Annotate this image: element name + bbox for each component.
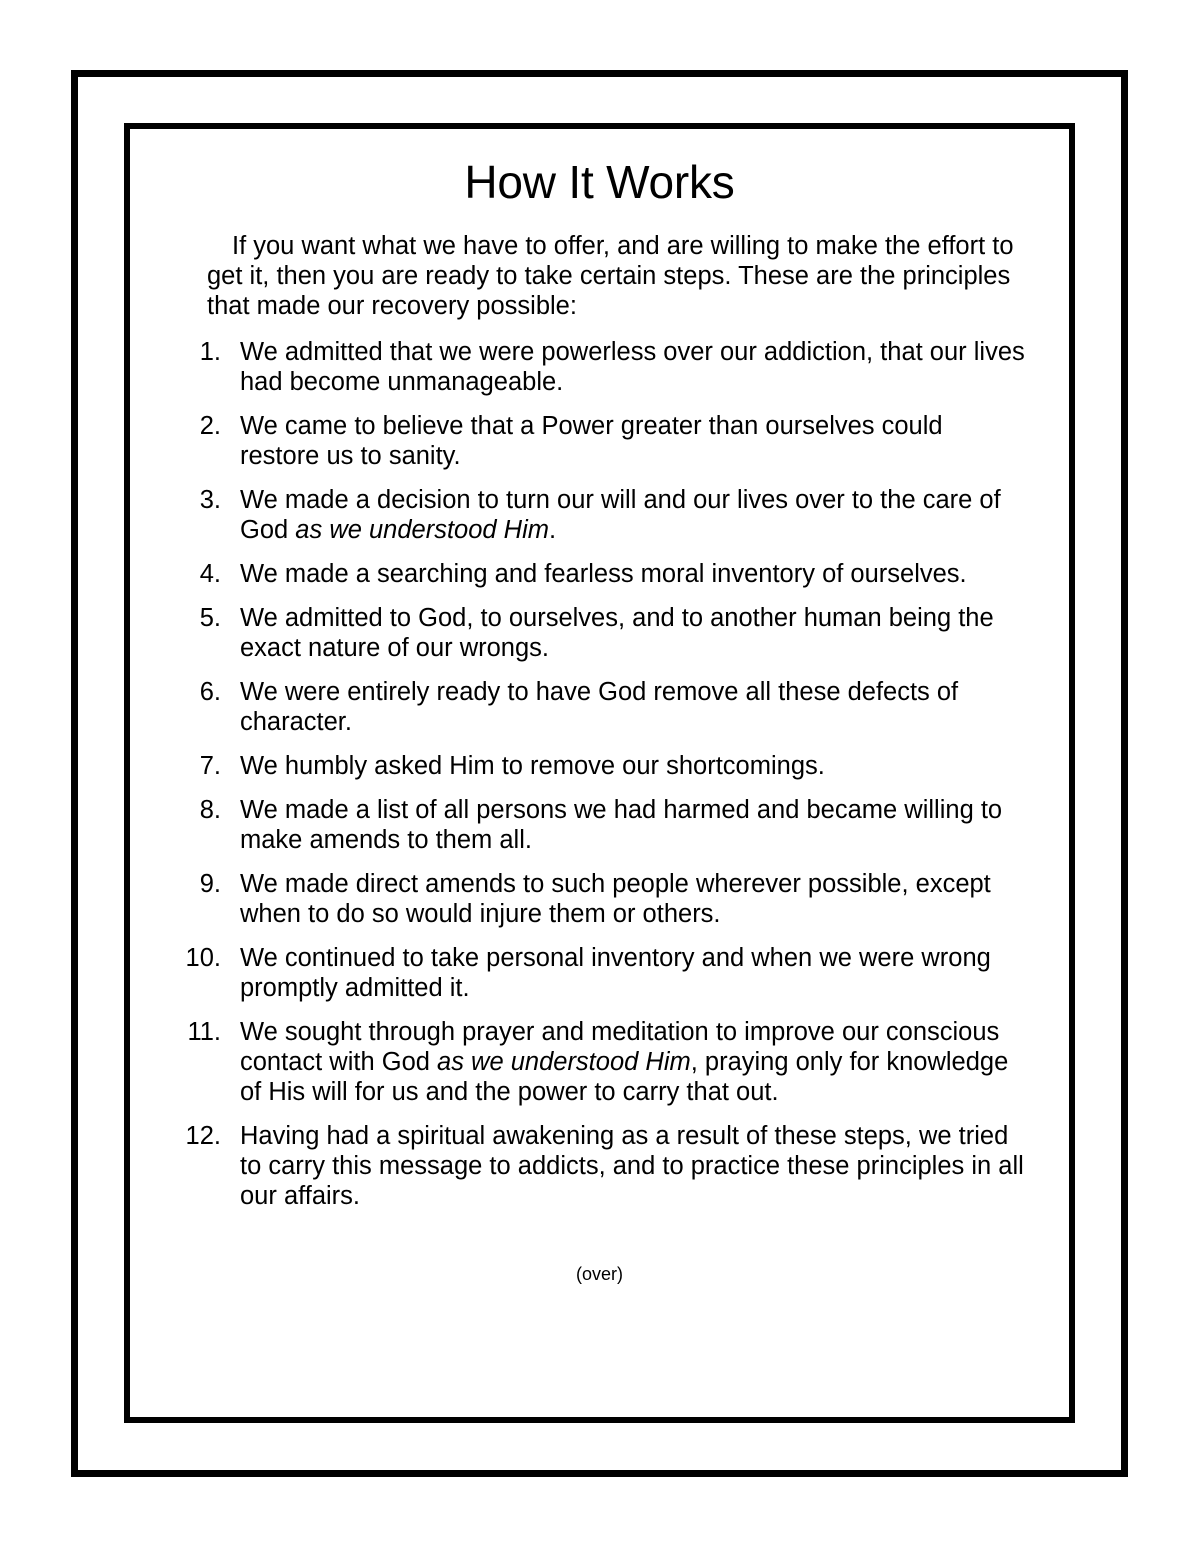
- step-item: [168, 943, 1031, 1003]
- outer-border-frame: [71, 70, 1128, 1477]
- step-text-pre: We continued to take personal inventory and when we were wrong promptly admitted it.: [240, 943, 991, 1002]
- step-item: [168, 677, 1031, 737]
- step-text: [240, 559, 1031, 589]
- step-text-pre: Having had a spiritual awakening as a result of these steps, we tried to carry this message to addicts, and to practice these principles in all our affairs.: [240, 1121, 1024, 1210]
- step-number: 9.: [199, 869, 221, 898]
- step-item: [168, 411, 1031, 471]
- step-item: [168, 485, 1031, 545]
- step-text: [240, 485, 1031, 545]
- step-text-emphasis: as we understood Him: [295, 515, 550, 544]
- step-item: [168, 795, 1031, 855]
- step-text: [240, 751, 1031, 781]
- step-item: [168, 869, 1031, 929]
- step-text: [240, 603, 1031, 663]
- step-item: [168, 559, 1031, 589]
- inner-border-frame: [124, 123, 1075, 1423]
- step-text-pre: We admitted that we were powerless over our addiction, that our lives had become unmanageable.: [240, 337, 1025, 396]
- document-content: [130, 129, 1069, 1417]
- step-text-emphasis: as we understood Him: [437, 1047, 691, 1076]
- step-text: [240, 869, 1031, 929]
- step-item: [168, 603, 1031, 663]
- step-item: [168, 751, 1031, 781]
- step-number: 5.: [199, 603, 221, 632]
- step-text-pre: We made direct amends to such people wherever possible, except when to do so would injure them or others.: [240, 869, 991, 928]
- step-text: [240, 337, 1031, 397]
- step-number: 12.: [185, 1121, 221, 1150]
- page-title: How It Works: [464, 156, 735, 208]
- steps-list: [168, 337, 1031, 1211]
- step-text: [240, 1017, 1031, 1107]
- step-number: 7.: [199, 751, 221, 780]
- step-number: 3.: [199, 485, 221, 514]
- step-number: 11.: [187, 1017, 221, 1046]
- intro-paragraph: If you want what we have to offer, and are willing to make the effort to get it, then you are ready to take certain steps. These are the principles that made our recovery possible:: [207, 231, 1014, 320]
- step-number: 4.: [199, 559, 221, 588]
- step-text-pre: We came to believe that a Power greater than ourselves could restore us to sanity.: [240, 411, 943, 470]
- step-number: 10.: [185, 943, 221, 972]
- over-footer-note: (over): [575, 1263, 623, 1284]
- step-text: [240, 1121, 1031, 1211]
- step-text-pre: We admitted to God, to ourselves, and to another human being the exact nature of our wrongs.: [240, 603, 994, 662]
- step-text-pre: We were entirely ready to have God remove all these defects of character.: [240, 677, 959, 736]
- step-number: 2.: [199, 411, 221, 440]
- step-text-pre: We humbly asked Him to remove our shortcomings.: [240, 751, 825, 780]
- step-text: [240, 411, 1031, 471]
- step-number: 1.: [199, 337, 221, 366]
- step-text: [240, 795, 1031, 855]
- step-text-post: , praying only for knowledge of His will for us and the power to carry that out.: [240, 1047, 1009, 1106]
- step-text-pre: We made a decision to turn our will and our lives over to the care of God: [240, 485, 1001, 544]
- step-text: [240, 943, 1031, 1003]
- step-item: [168, 1121, 1031, 1211]
- step-number: 6.: [199, 677, 221, 706]
- step-number: 8.: [199, 795, 221, 824]
- step-text: [240, 677, 1031, 737]
- step-text-post: .: [549, 515, 557, 544]
- step-text-pre: We made a searching and fearless moral inventory of ourselves.: [240, 559, 967, 588]
- step-text-pre: We made a list of all persons we had harmed and became willing to make amends to them all.: [240, 795, 1003, 854]
- step-text-pre: We sought through prayer and meditation to improve our conscious contact with God: [240, 1017, 1000, 1076]
- step-item: [168, 1017, 1031, 1107]
- step-item: [168, 337, 1031, 397]
